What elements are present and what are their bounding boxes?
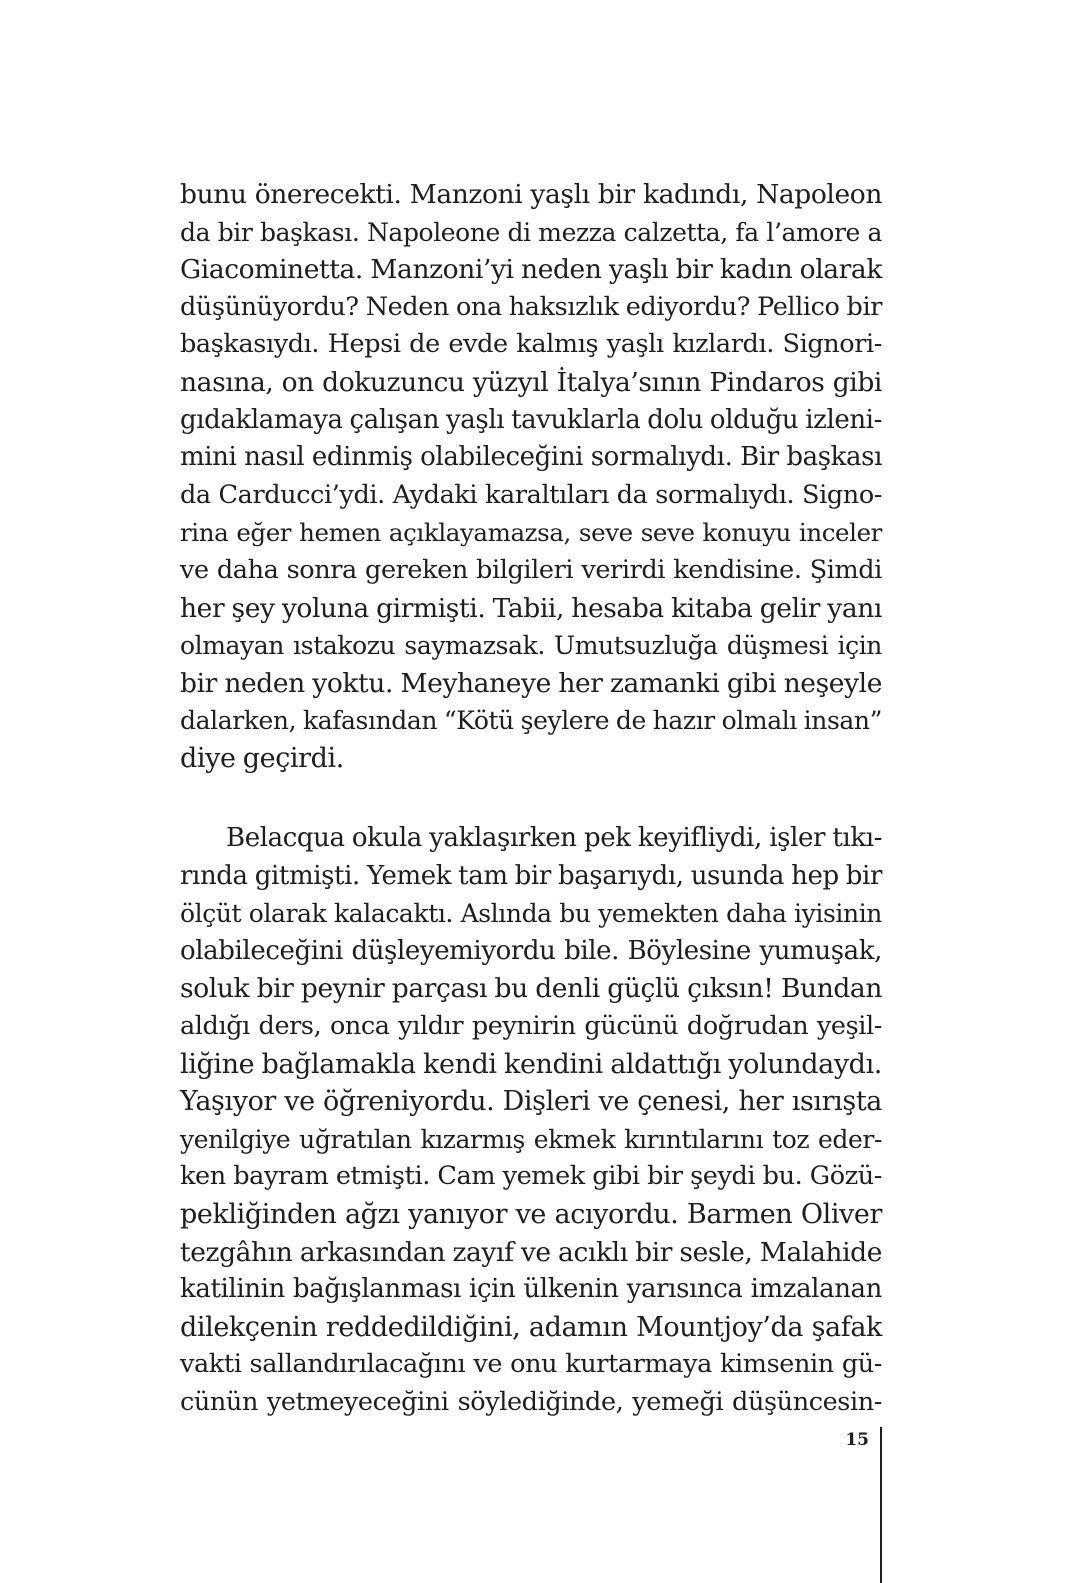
text-line: tezgâhın arkasından zayıf ve acıklı bir sesle, Malahide bbox=[180, 1236, 882, 1268]
paragraph-new-section bbox=[180, 820, 882, 1422]
text-line: da bir başkası. Napoleone di mezza calzetta, fa l’amore a bbox=[180, 217, 882, 247]
text-line: ve daha sonra gereken bilgileri verirdi kendisine. Şimdi bbox=[180, 554, 882, 585]
text-line: dilekçenin reddedildiğini, adamın Mountjoy’da şafak bbox=[180, 1311, 882, 1343]
text-line: liğine bağlamakla kendi kendini aldattığı yolundaydı. bbox=[180, 1048, 882, 1080]
text-line: vakti sallandırılacağını ve onu kurtarmaya kimsenin gü- bbox=[180, 1349, 882, 1380]
text-line: rında gitmişti. Yemek tam bir başarıydı, usunda hep bir bbox=[180, 860, 882, 891]
text-line: cünün yetmeyeceğini söylediğinde, yemeği düşüncesin- bbox=[180, 1386, 882, 1417]
text-line: Belacqua okula yaklaşırken pek keyifliydi, işler tıkı- bbox=[226, 823, 882, 853]
text-line: başkasıydı. Hepsi de evde kalmış yaşlı kızlardı. Signori- bbox=[180, 329, 882, 360]
text-line: bir neden yoktu. Meyhaneye her zamanki gibi neşeyle bbox=[180, 667, 882, 699]
page-number: 15 bbox=[845, 1430, 869, 1450]
text-line: nasına, on dokuzuncu yüzyıl İtalya’sının Pindaros gibi bbox=[180, 366, 882, 398]
text-line: olabileceğini düşleyemiyordu bile. Böylesine yumuşak, bbox=[180, 935, 882, 966]
text-line: her şey yoluna girmişti. Tabii, hesaba kitaba gelir yanı bbox=[180, 592, 882, 624]
text-line: dalarken, kafasından “Kötü şeylere de hazır olmalı insan” bbox=[180, 706, 882, 736]
text-line: katilinin bağışlanması için ülkenin yarısınca imzalanan bbox=[180, 1274, 882, 1305]
text-line: soluk bir peynir parçası bu denli güçlü çıksın! Bundan bbox=[180, 973, 882, 1005]
text-line: ken bayram etmişti. Cam yemek gibi bir şeydi bu. Gözü- bbox=[180, 1161, 882, 1192]
text-line: bunu önerecekti. Manzoni yaşlı bir kadındı, Napoleon bbox=[180, 179, 882, 210]
text-line: ölçüt olarak kalacaktı. Aslında bu yemekten daha iyisinin bbox=[180, 899, 882, 929]
text-line: Giacominetta. Manzoni’yi neden yaşlı bir kadın olarak bbox=[180, 254, 882, 286]
text-line: da Carducci’ydi. Aydaki karaltıları da sormalıydı. Signo- bbox=[180, 479, 882, 510]
text-line: rina eğer hemen açıklayamazsa, seve seve konuyu inceler bbox=[180, 518, 882, 548]
text-line: Yaşıyor ve öğreniyordu. Dişleri ve çenesi, her ısırışta bbox=[180, 1086, 882, 1118]
paragraph-continued bbox=[180, 176, 882, 778]
text-line: mini nasıl edinmiş olabileceğini sormalıydı. Bir başkası bbox=[180, 442, 882, 473]
margin-rule bbox=[880, 1427, 882, 1583]
text-line: pekliğinden ağzı yanıyor ve acıyordu. Barmen Oliver bbox=[180, 1198, 882, 1230]
text-line: aldığı ders, onca yıldır peynirin gücünü doğrudan yeşil- bbox=[180, 1010, 882, 1041]
text-line: diye geçirdi. bbox=[180, 742, 344, 774]
text-line: gıdaklamaya çalışan yaşlı tavuklarla dolu olduğu izleni- bbox=[180, 404, 882, 435]
text-line: olmayan ıstakozu saymazsak. Umutsuzluğa düşmesi için bbox=[180, 631, 882, 661]
text-line: düşünüyordu? Neden ona haksızlık ediyordu? Pellico bir bbox=[180, 291, 882, 322]
text-line: yenilgiye uğratılan kızarmış ekmek kırıntılarını toz eder- bbox=[180, 1124, 882, 1154]
